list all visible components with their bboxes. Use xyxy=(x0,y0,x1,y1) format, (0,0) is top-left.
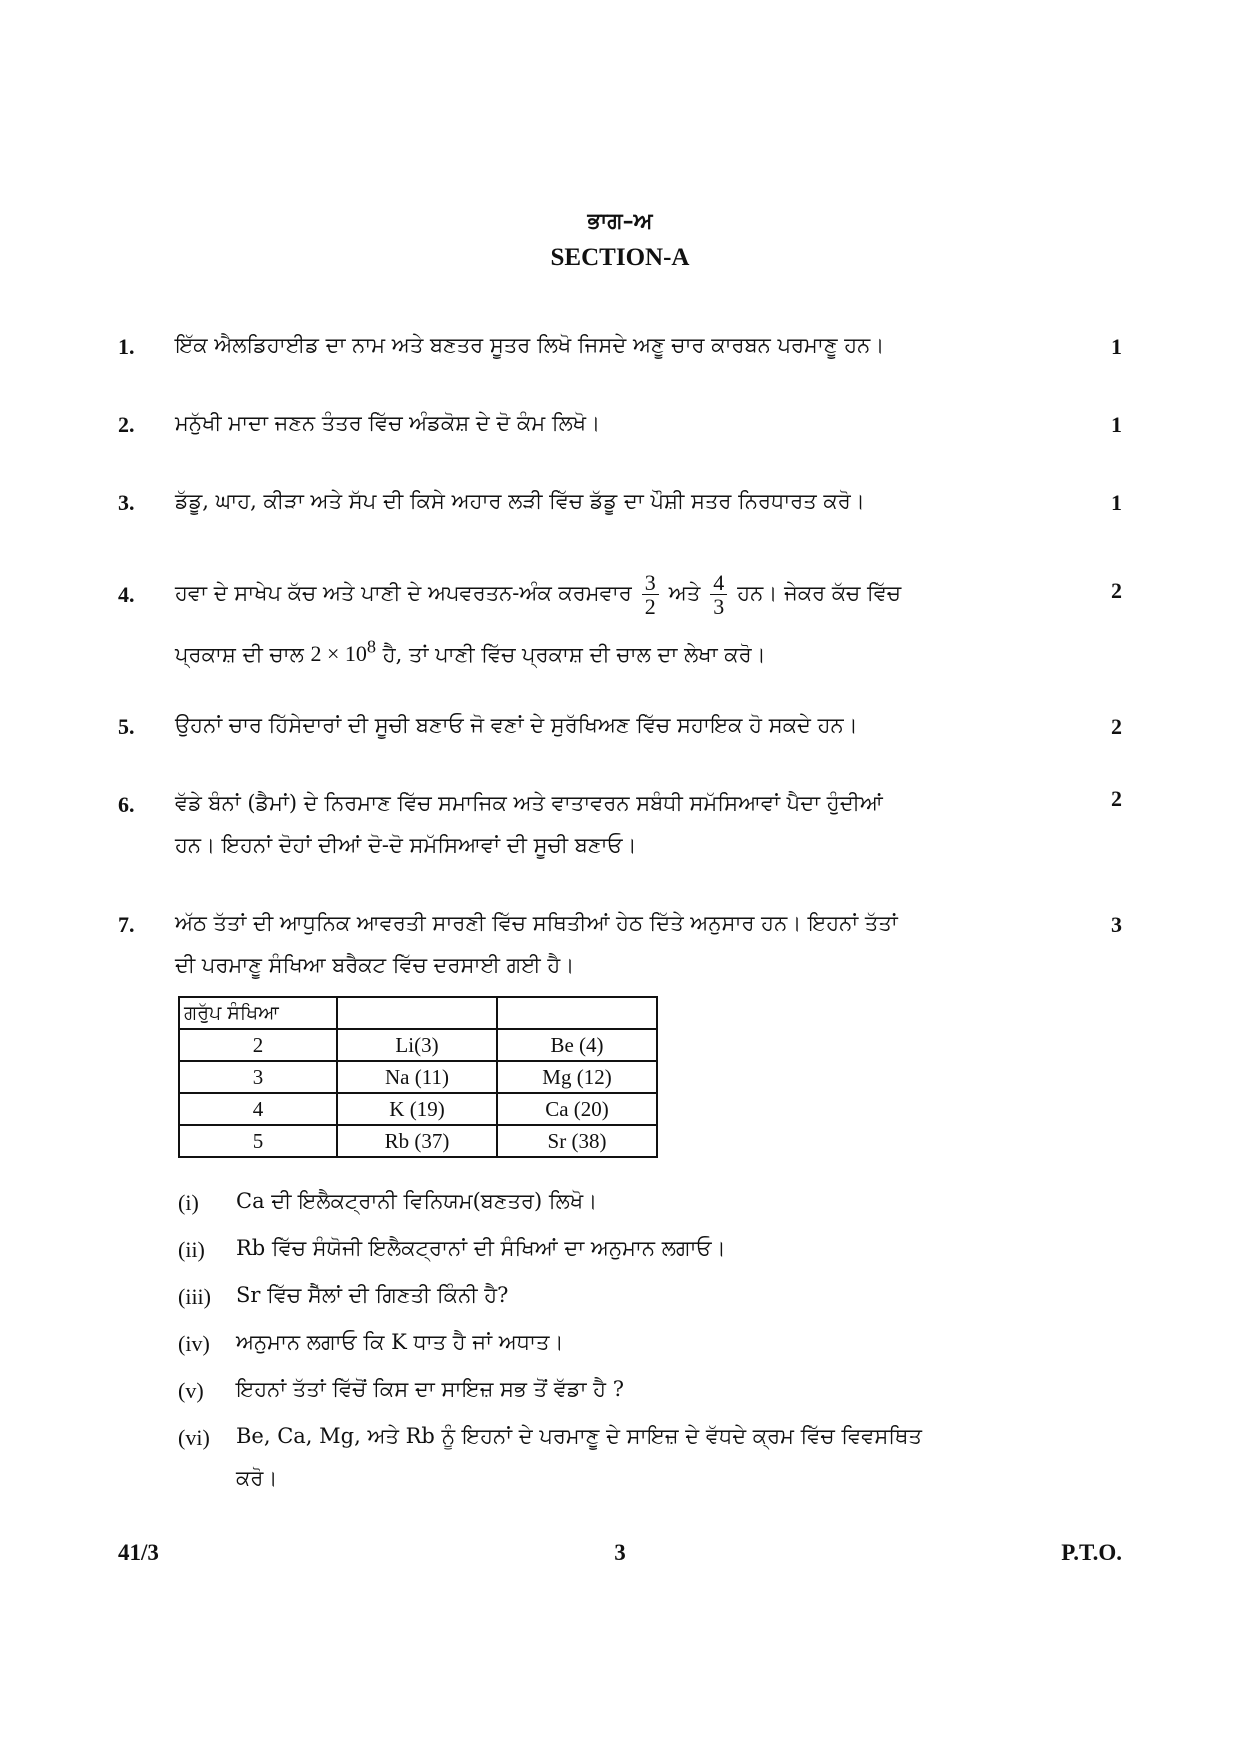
table-cell-element: Rb (37) xyxy=(337,1125,497,1157)
paper-code: 41/3 xyxy=(118,1540,159,1565)
question-3-marks: 1 xyxy=(1111,490,1122,515)
table-cell-group: 3 xyxy=(179,1061,337,1093)
table-cell-element: Be (4) xyxy=(497,1029,657,1061)
table-row xyxy=(179,1125,657,1157)
subpart-i-label: (i) xyxy=(178,1190,199,1215)
table-header-blank xyxy=(497,997,657,1029)
subpart-i-text: Ca ਦੀ ਇਲੈਕਟ੍ਰਾਨੀ ਵਿਨਿਯਮ(ਬਣਤਰ) ਲਿਖੋ। xyxy=(236,1189,598,1213)
question-7-number: 7. xyxy=(118,912,135,937)
speed-base: 2 × 10 xyxy=(310,641,367,667)
question-4-text-e: ਹੈ, ਤਾਂ ਪਾਣੀ ਵਿੱਚ ਪ੍ਰਕਾਸ਼ ਦੀ ਚਾਲ ਦਾ ਲੇਖਾ ਕਰੋ। xyxy=(382,642,766,667)
subpart-ii-text: Rb ਵਿੱਚ ਸੰਯੋਜੀ ਇਲੈਕਟ੍ਰਾਨਾਂ ਦੀ ਸੰਖਿਆਂ ਦਾ ਅਨੁਮਾਨ ਲਗਾਓ। xyxy=(236,1236,726,1260)
periodic-elements-table xyxy=(178,996,658,1158)
table-cell-element: Sr (38) xyxy=(497,1125,657,1157)
fraction-glass xyxy=(642,571,659,618)
section-title-english: SECTION-A xyxy=(550,244,690,271)
question-1-text: ਇੱਕ ਐਲਡਿਹਾਈਡ ਦਾ ਨਾਮ ਅਤੇ ਬਣਤਰ ਸੂਤਰ ਲਿਖੋ ਜਿਸਦੇ ਅਣੂ ਚਾਰ ਕਾਰਬਨ ਪਰਮਾਣੂ ਹਨ। xyxy=(175,333,885,357)
fraction-glass-numerator: 3 xyxy=(642,571,659,595)
question-3-text: ਡੱਡੂ, ਘਾਹ, ਕੀੜਾ ਅਤੇ ਸੱਪ ਦੀ ਕਿਸੇ ਅਹਾਰ ਲੜੀ ਵਿੱਚ ਡੱਡੂ ਦਾ ਪੌਸ਼ੀ ਸਤਰ ਨਿਰਧਾਰਤ ਕਰੋ। xyxy=(175,489,865,513)
table-cell-element: K (19) xyxy=(337,1093,497,1125)
speed-exponent: 8 xyxy=(366,637,377,657)
table-cell-group: 4 xyxy=(179,1093,337,1125)
section-title-punjabi: ਭਾਗ–ਅ xyxy=(587,208,653,234)
subpart-vi-label: (vi) xyxy=(178,1425,210,1450)
question-4-text-b: ਅਤੇ xyxy=(668,581,701,605)
subpart-iv-text: ਅਨੁਮਾਨ ਲਗਾਓ ਕਿ K ਧਾਤ ਹੈ ਜਾਂ ਅਧਾਤ। xyxy=(236,1330,564,1354)
question-4-line-2 xyxy=(175,624,1075,677)
question-5-marks: 2 xyxy=(1111,714,1122,739)
fraction-water-numerator: 4 xyxy=(710,571,727,595)
question-3-number: 3. xyxy=(118,490,135,515)
question-4-text-d: ਪ੍ਰਕਾਸ਼ ਦੀ ਚਾਲ xyxy=(175,642,304,667)
table-cell-group: 5 xyxy=(179,1125,337,1157)
table-row xyxy=(179,1093,657,1125)
fraction-glass-denominator: 2 xyxy=(644,594,656,619)
question-7-line-1: ਅੱਠ ਤੱਤਾਂ ਦੀ ਆਧੁਨਿਕ ਆਵਰਤੀ ਸਾਰਣੀ ਵਿੱਚ ਸਥਿਤੀਆਂ ਹੇਠ ਦਿੱਤੇ ਅਨੁਸਾਰ ਹਨ। ਇਹਨਾਂ ਤੱਤਾਂ xyxy=(175,911,898,935)
question-6-marks: 2 xyxy=(1111,786,1122,811)
subpart-vi-line-1: Be, Ca, Mg, ਅਤੇ Rb ਨੂੰ ਇਹਨਾਂ ਦੇ ਪਰਮਾਣੂ ਦੇ ਸਾਇਜ਼ ਦੇ ਵੱਧਦੇ ਕ੍ਰਮ ਵਿੱਚ ਵਿਵਸਥਿਤ xyxy=(236,1424,922,1448)
question-6-line-1: ਵੱਡੇ ਬੰਨਾਂ (ਡੈਮਾਂ) ਦੇ ਨਿਰਮਾਣ ਵਿੱਚ ਸਮਾਜਿਕ ਅਤੇ ਵਾਤਾਵਰਨ ਸਬੰਧੀ ਸਮੱਸਿਆਵਾਂ ਪੈਦਾ ਹੁੰਦੀਆਂ xyxy=(175,791,883,815)
question-6-line-2: ਹਨ। ਇਹਨਾਂ ਦੋਹਾਂ ਦੀਆਂ ਦੋ-ਦੋ ਸਮੱਸਿਆਵਾਂ ਦੀ ਸੂਚੀ ਬਣਾਓ। xyxy=(175,833,637,857)
table-header-group-number: ਗਰੁੱਪ ਸੰਖਿਆ xyxy=(179,997,337,1029)
question-1-marks: 1 xyxy=(1111,334,1122,359)
fraction-water xyxy=(710,571,727,618)
question-2-text: ਮਨੁੱਖੀ ਮਾਦਾ ਜਣਨ ਤੰਤਰ ਵਿੱਚ ਅੰਡਕੋਸ਼ ਦੇ ਦੋ ਕੰਮ ਲਿਖੋ। xyxy=(175,411,601,435)
subpart-iii-text: Sr ਵਿੱਚ ਸੈੱਲਾਂ ਦੀ ਗਿਣਤੀ ਕਿੰਨੀ ਹੈ? xyxy=(236,1283,509,1307)
subpart-vi-line-2: ਕਰੋ। xyxy=(236,1466,278,1490)
speed-of-light-value xyxy=(310,637,377,667)
fraction-water-denominator: 3 xyxy=(713,594,725,619)
question-6-number: 6. xyxy=(118,792,135,817)
question-7-line-2: ਦੀ ਪਰਮਾਣੂ ਸੰਖਿਆ ਬਰੈਕਟ ਵਿੱਚ ਦਰਸਾਈ ਗਈ ਹੈ। xyxy=(175,953,575,977)
question-4-number: 4. xyxy=(118,582,135,607)
table-cell-element: Li(3) xyxy=(337,1029,497,1061)
question-5-number: 5. xyxy=(118,714,135,739)
question-1-number: 1. xyxy=(118,334,135,359)
table-cell-group: 2 xyxy=(179,1029,337,1061)
subpart-v-text: ਇਹਨਾਂ ਤੱਤਾਂ ਵਿੱਚੋਂ ਕਿਸ ਦਾ ਸਾਇਜ਼ ਸਭ ਤੋਂ ਵੱਡਾ ਹੈ ? xyxy=(236,1377,625,1401)
page-number: 3 xyxy=(614,1540,626,1565)
table-row xyxy=(179,1061,657,1093)
question-4-text-a: ਹਵਾ ਦੇ ਸਾਖੇਪ ਕੱਚ ਅਤੇ ਪਾਣੀ ਦੇ ਅਪਵਰਤਨ-ਅੰਕ ਕਰਮਵਾਰ xyxy=(175,581,632,605)
table-cell-element: Mg (12) xyxy=(497,1061,657,1093)
table-header-blank xyxy=(337,997,497,1029)
question-4-marks: 2 xyxy=(1111,578,1122,603)
please-turn-over: P.T.O. xyxy=(1061,1540,1122,1565)
question-2-marks: 1 xyxy=(1111,412,1122,437)
table-cell-element: Na (11) xyxy=(337,1061,497,1093)
subpart-iii-label: (iii) xyxy=(178,1284,211,1309)
table-header-row xyxy=(179,997,657,1029)
subpart-ii-label: (ii) xyxy=(178,1237,205,1262)
question-4-line-1 xyxy=(175,565,1075,621)
question-5-text: ਉਹਨਾਂ ਚਾਰ ਹਿੱਸੇਦਾਰਾਂ ਦੀ ਸੂਚੀ ਬਣਾਓ ਜੋ ਵਣਾਂ ਦੇ ਸੁਰੱਖਿਅਣ ਵਿੱਚ ਸਹਾਇਕ ਹੋ ਸਕਦੇ ਹਨ। xyxy=(175,713,858,737)
table-cell-element: Ca (20) xyxy=(497,1093,657,1125)
question-4-text-c: ਹਨ। ਜੇਕਰ ਕੱਚ ਵਿੱਚ xyxy=(737,581,902,605)
subpart-v-label: (v) xyxy=(178,1378,204,1403)
subpart-iv-label: (iv) xyxy=(178,1331,210,1356)
question-2-number: 2. xyxy=(118,412,135,437)
question-7-marks: 3 xyxy=(1111,912,1122,937)
table-row xyxy=(179,1029,657,1061)
